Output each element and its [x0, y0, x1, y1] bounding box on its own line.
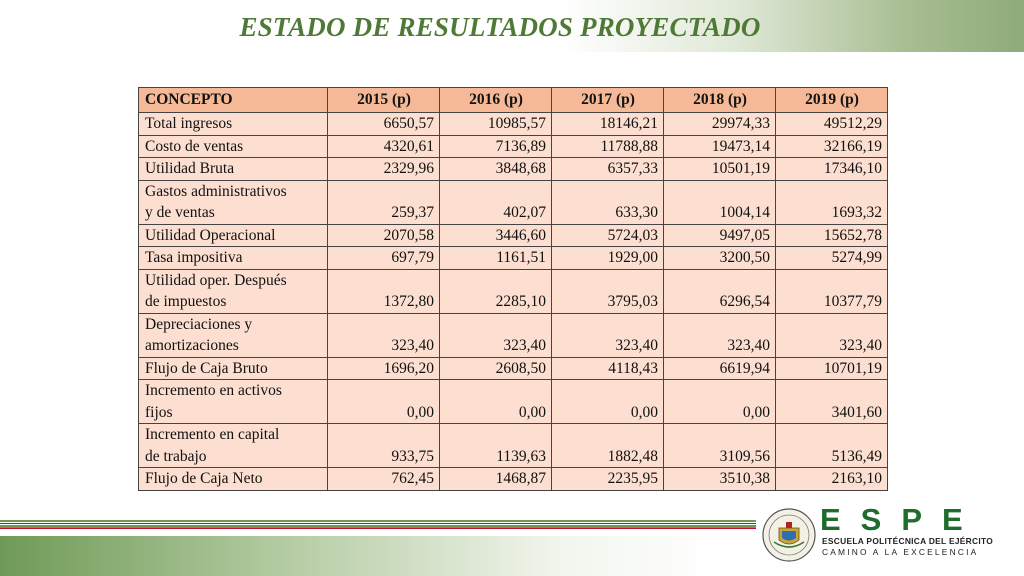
row-label-cell [139, 269, 328, 313]
value-cell: 323,40 [664, 313, 776, 357]
value-cell: 9497,05 [664, 224, 776, 247]
value-cell: 2163,10 [776, 468, 888, 491]
row-label-line: fijos [145, 403, 173, 421]
table-row [139, 247, 888, 270]
row-label-cell [139, 357, 328, 380]
row-label-line: de impuestos [145, 293, 227, 310]
table-row [139, 269, 888, 313]
value-cell: 3848,68 [440, 158, 552, 181]
value-cell: 1139,63 [440, 424, 552, 468]
value-cell: 3510,38 [664, 468, 776, 491]
header-cell-concepto: CONCEPTO [139, 88, 328, 113]
row-label-line: Costo de ventas [145, 137, 244, 155]
value-cell: 1161,51 [440, 247, 552, 270]
row-label-cell [139, 158, 328, 181]
value-cell: 2070,58 [328, 224, 440, 247]
seal-icon [762, 508, 816, 562]
results-table-body [139, 88, 888, 491]
row-label-cell [139, 313, 328, 357]
table-row [139, 424, 888, 468]
value-cell: 1004,14 [664, 180, 776, 224]
row-label-line: Utilidad Operacional [145, 226, 276, 244]
value-cell: 0,00 [440, 380, 552, 424]
header-cell-2019: 2019 (p) [776, 88, 888, 113]
value-cell: 633,30 [552, 180, 664, 224]
table-row [139, 135, 888, 158]
row-label-line: y de ventas [145, 204, 215, 221]
value-cell: 32166,19 [776, 135, 888, 158]
value-cell: 10985,57 [440, 113, 552, 136]
value-cell: 4118,43 [552, 357, 664, 380]
value-cell: 5136,49 [776, 424, 888, 468]
value-cell: 1693,32 [776, 180, 888, 224]
value-cell: 3401,60 [776, 380, 888, 424]
row-label-line: Gastos administrativos [145, 182, 287, 200]
row-label-line: Flujo de Caja Neto [145, 470, 263, 487]
table-row [139, 357, 888, 380]
value-cell: 402,07 [440, 180, 552, 224]
value-cell: 3109,56 [664, 424, 776, 468]
value-cell: 762,45 [328, 468, 440, 491]
row-label-line: Incremento en capital [145, 426, 280, 443]
table-row [139, 158, 888, 181]
row-label-line: Incremento en activos [145, 382, 282, 399]
value-cell: 1372,80 [328, 269, 440, 313]
table-row [139, 380, 888, 424]
value-cell: 1468,87 [440, 468, 552, 491]
row-label-cell [139, 135, 328, 158]
table-header-row [139, 88, 888, 113]
value-cell: 1882,48 [552, 424, 664, 468]
value-cell: 7136,89 [440, 135, 552, 158]
table-row [139, 468, 888, 491]
value-cell: 323,40 [328, 313, 440, 357]
logo-line1: ESCUELA POLITÉCNICA DEL EJÉRCITO [822, 536, 994, 546]
logo-letters: ESPE [820, 502, 983, 537]
value-cell: 0,00 [664, 380, 776, 424]
value-cell: 6650,57 [328, 113, 440, 136]
value-cell: 5724,03 [552, 224, 664, 247]
value-cell: 5274,99 [776, 247, 888, 270]
results-table-wrapper [138, 87, 888, 491]
espe-logo [756, 502, 1024, 576]
row-label-cell [139, 380, 328, 424]
row-label-line: Flujo de Caja Bruto [145, 359, 268, 377]
header-cell-2018: 2018 (p) [664, 88, 776, 113]
value-cell: 4320,61 [328, 135, 440, 158]
table-row [139, 113, 888, 136]
value-cell: 2608,50 [440, 357, 552, 380]
value-cell: 17346,10 [776, 158, 888, 181]
row-label-line: amortizaciones [145, 337, 239, 354]
value-cell: 18146,21 [552, 113, 664, 136]
row-label-line: de trabajo [145, 447, 207, 465]
row-label-cell [139, 180, 328, 224]
value-cell: 29974,33 [664, 113, 776, 136]
header-cell-2016: 2016 (p) [440, 88, 552, 113]
value-cell: 15652,78 [776, 224, 888, 247]
value-cell: 3200,50 [664, 247, 776, 270]
value-cell: 10377,79 [776, 269, 888, 313]
value-cell: 2235,95 [552, 468, 664, 491]
decorative-lines [0, 520, 760, 530]
row-label-cell [139, 113, 328, 136]
value-cell: 2329,96 [328, 158, 440, 181]
table-row [139, 180, 888, 224]
value-cell: 11788,88 [552, 135, 664, 158]
value-cell: 323,40 [552, 313, 664, 357]
row-label-line: Total ingresos [145, 115, 233, 132]
value-cell: 6296,54 [664, 269, 776, 313]
table-row [139, 313, 888, 357]
header-cell-2015: 2015 (p) [328, 88, 440, 113]
value-cell: 259,37 [328, 180, 440, 224]
header-cell-2017: 2017 (p) [552, 88, 664, 113]
logo-line2: CAMINO A LA EXCELENCIA [822, 547, 979, 557]
row-label-cell [139, 247, 328, 270]
value-cell: 3795,03 [552, 269, 664, 313]
row-label-line: Utilidad oper. Después [145, 271, 287, 289]
slide-title: ESTADO DE RESULTADOS PROYECTADO [239, 12, 761, 42]
value-cell: 6357,33 [552, 158, 664, 181]
value-cell: 2285,10 [440, 269, 552, 313]
row-label-line: Depreciaciones y [145, 315, 253, 333]
value-cell: 10501,19 [664, 158, 776, 181]
row-label-line: Utilidad Bruta [145, 160, 235, 177]
value-cell: 49512,29 [776, 113, 888, 136]
value-cell: 323,40 [776, 313, 888, 357]
value-cell: 697,79 [328, 247, 440, 270]
value-cell: 3446,60 [440, 224, 552, 247]
value-cell: 6619,94 [664, 357, 776, 380]
results-table [138, 87, 888, 491]
value-cell: 933,75 [328, 424, 440, 468]
value-cell: 1929,00 [552, 247, 664, 270]
row-label-cell [139, 224, 328, 247]
row-label-line: Tasa impositiva [145, 249, 243, 266]
value-cell: 19473,14 [664, 135, 776, 158]
row-label-cell [139, 468, 328, 491]
table-row [139, 224, 888, 247]
value-cell: 323,40 [440, 313, 552, 357]
row-label-cell [139, 424, 328, 468]
value-cell: 0,00 [552, 380, 664, 424]
value-cell: 1696,20 [328, 357, 440, 380]
value-cell: 0,00 [328, 380, 440, 424]
value-cell: 10701,19 [776, 357, 888, 380]
